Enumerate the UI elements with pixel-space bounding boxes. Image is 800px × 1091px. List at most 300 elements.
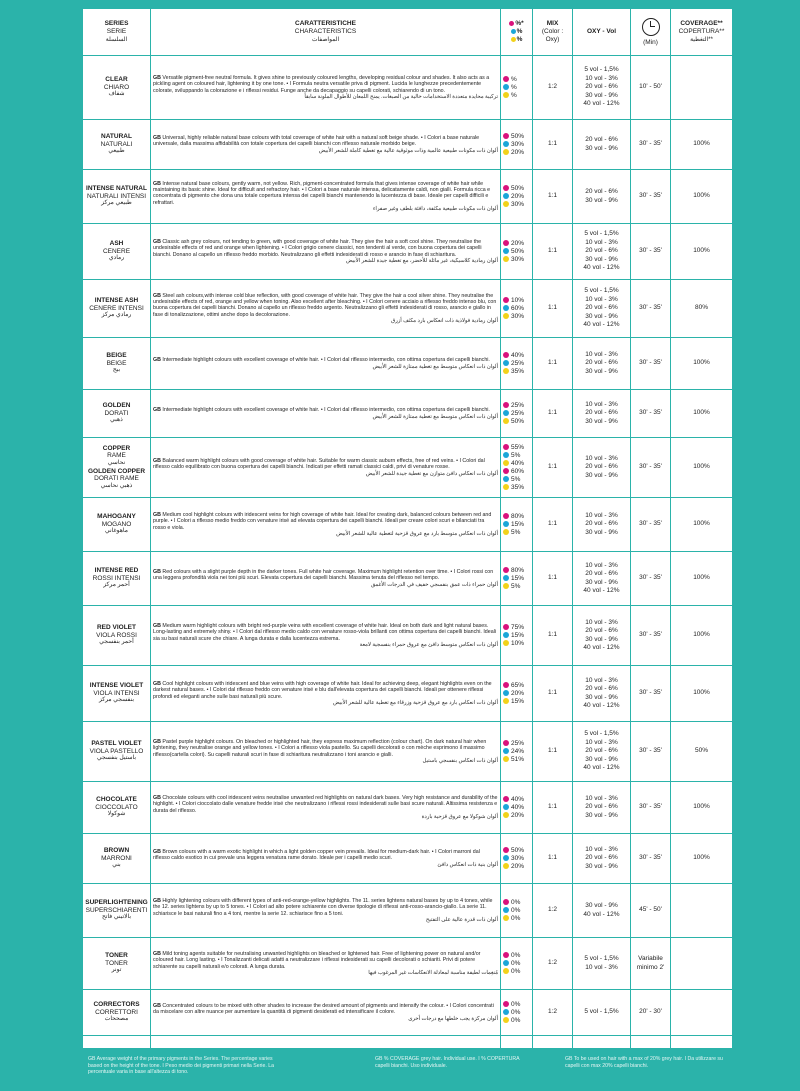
coverage-cell: 100% <box>671 438 733 498</box>
description-cell <box>151 280 501 338</box>
pigment-percent: 20% <box>511 862 525 870</box>
pigment-dot-icon <box>503 360 509 366</box>
series-cell <box>83 498 151 552</box>
time-header: (Min) <box>631 9 671 56</box>
pigment-value <box>503 240 530 248</box>
oxy-value: 40 vol - 12% <box>583 264 620 272</box>
oxy-value: 30 vol - 9% <box>585 578 618 586</box>
gb-marker: GB <box>153 569 163 576</box>
pigment-cell <box>501 552 533 606</box>
pigment-dot-icon <box>503 855 509 861</box>
coverage-header: COVERAGE** COPERTURA** التغطية** <box>671 9 733 56</box>
gb-marker: GB <box>153 680 163 687</box>
cyan-dot-icon <box>511 29 516 34</box>
oxy-value: 10 vol - 3% <box>585 74 618 82</box>
pigment-percent: 0% <box>511 914 521 922</box>
pigment-dot-icon <box>503 899 509 905</box>
pigment-value <box>503 1009 530 1017</box>
pigment-dot-icon <box>503 513 509 519</box>
pigment-value <box>503 740 530 748</box>
pigment-dot-icon <box>503 444 509 450</box>
time-cell: 30' - 35' <box>631 666 671 722</box>
series-name-ar: بيج <box>112 367 121 374</box>
oxy-value: 10 vol - 3% <box>585 454 618 462</box>
pigment-value <box>503 84 530 92</box>
description-text: Intermediate highlight colours with excellent coverage of white hair. • I Colori dal riflesso intermedio, con ottima copertura dei capelli bianchi. <box>162 407 490 414</box>
pigment-percent: 80% <box>511 512 525 520</box>
footnote-grey-hair: GB To be used on hair with a max of 20% grey hair. I Da utilizzare su capelli con max 20% capelli bianchi. <box>565 1056 723 1069</box>
pigment-percent: 75% <box>511 623 525 631</box>
pigment-dot-icon <box>503 92 509 98</box>
pigment-percent: 20% <box>511 148 525 156</box>
series-name-ar: ذهبي <box>110 417 123 424</box>
pigment-value <box>503 915 530 923</box>
pigment-header: %* % % <box>501 9 533 56</box>
pigment-value <box>503 444 530 452</box>
pigment-dot-icon <box>503 804 509 810</box>
oxy-value: 20 vol - 6% <box>585 359 618 367</box>
pigment-value <box>503 863 530 871</box>
oxy-value: 20 vol - 6% <box>585 520 618 528</box>
description-text: Red colours with a slight purple depth in the darker tones. Full white hair coverage. Maximum highlight retention over time. • I Colori rossi con una leggera profondità viola nei toni più scuri. Elevata copertura dei capelli bianchi. Massima tenuta del riflesso nel tempo. <box>153 569 494 582</box>
description-arabic: ألوان ذات انعكاس بارد مع عروق قزحية وزرقاء مع تغطية عالية للشعر الأبيض <box>333 699 498 706</box>
description-cell <box>151 606 501 666</box>
mix-cell: 1:1 <box>533 390 573 438</box>
series-name: BEIGE <box>106 352 127 360</box>
pigment-cell <box>501 338 533 390</box>
coverage-cell <box>671 884 733 938</box>
mix-cell: 1:1 <box>533 722 573 782</box>
series-name-it: VIOLA ROSSI <box>96 631 137 639</box>
description-cell <box>151 834 501 884</box>
time-cell: 45' - 50' <box>631 884 671 938</box>
mix-cell: 1:1 <box>533 834 573 884</box>
pigment-value <box>503 452 530 460</box>
description-text: Versatile pigment-free neutral formula. It gives shine to previously coloured lengths, developing residual colour and shades. It also acts as a pickling agent on coloured hair, lightening it by one tone. • I Formula neutra versatile priva di pigment. Lucida le lunghezze precedentemente colorate, sviluppando la colorazione e i riflessi residui. Funge anche da decapaggio su capelli colorati, schiarendo di un tono. <box>153 74 490 94</box>
pigment-percent: 15% <box>511 520 525 528</box>
description-text: Intermediate highlight colours with excellent coverage of white hair. • I Colori dal riflesso intermedio, con ottima copertura dei capelli bianchi. <box>162 357 490 364</box>
time-cell: 10' - 50' <box>631 56 671 120</box>
mix-cell: 1:1 <box>533 338 573 390</box>
pigment-cell <box>501 390 533 438</box>
series-name-it: RAME <box>107 452 126 460</box>
pigment-dot-icon <box>503 305 509 311</box>
series-name: INTENSE ASH <box>94 297 139 305</box>
clock-icon <box>642 18 660 36</box>
series-name: CORRECTORS <box>93 1001 140 1009</box>
mix-cell: 1:1 <box>533 120 573 170</box>
pigment-value <box>503 92 530 100</box>
table-row <box>83 938 733 990</box>
pigment-percent: 80% <box>511 566 525 574</box>
oxy-value: 30 vol - 9% <box>585 91 618 99</box>
time-cell: 30' - 35' <box>631 552 671 606</box>
oxy-value: 10 vol - 3% <box>585 238 618 246</box>
pigment-percent: % <box>511 91 517 99</box>
series-name-ar: بالاتيني فاتح <box>101 914 132 921</box>
oxy-value: 40 vol - 12% <box>583 321 620 329</box>
pigment-percent: 55% <box>511 443 525 451</box>
series-cell <box>83 390 151 438</box>
oxy-cell <box>573 666 631 722</box>
pigment-value <box>503 804 530 812</box>
pigment-cell <box>501 606 533 666</box>
pigment-percent: 30% <box>511 200 525 208</box>
oxy-cell <box>573 834 631 884</box>
oxy-value: 10 vol - 3% <box>585 350 618 358</box>
oxy-value: 30 vol - 9% <box>585 196 618 204</box>
table-row <box>83 56 733 120</box>
pigment-dot-icon <box>503 847 509 853</box>
coverage-cell: 100% <box>671 552 733 606</box>
series-name-ar: تونر <box>111 967 122 974</box>
pigment-percent: 40% <box>511 803 525 811</box>
oxy-value: 10 vol - 3% <box>585 400 618 408</box>
coverage-cell: 50% <box>671 722 733 782</box>
series-name-ar: شفاف <box>108 91 125 98</box>
table-row <box>83 120 733 170</box>
coverage-cell: 100% <box>671 120 733 170</box>
series-name: NATURAL <box>101 133 132 141</box>
pigment-cell <box>501 990 533 1036</box>
pigment-value <box>503 567 530 575</box>
pigment-dot-icon <box>503 640 509 646</box>
series-header: SERIES SERIE السلسلة <box>83 9 151 56</box>
pigment-cell <box>501 120 533 170</box>
description-cell <box>151 224 501 280</box>
series-cell <box>83 438 151 498</box>
description-cell <box>151 884 501 938</box>
series-name: MAHOGANY <box>97 513 136 521</box>
series-name-it: MOGANO <box>101 520 132 528</box>
series-cell <box>83 170 151 224</box>
pigment-percent: 50% <box>511 417 525 425</box>
coverage-cell: 100% <box>671 390 733 438</box>
pigment-dot-icon <box>503 812 509 818</box>
oxy-value: 20 vol - 6% <box>585 570 618 577</box>
description-arabic: ألوان ذات انعكاس متوسط مع تغطية ممتازة للشعر الأبيض <box>372 363 498 370</box>
oxy-cell <box>573 120 631 170</box>
pigment-value <box>503 1017 530 1025</box>
pigment-value <box>503 899 530 907</box>
pigment-dot-icon <box>503 185 509 191</box>
pigment-dot-icon <box>503 624 509 630</box>
pigment-dot-icon <box>503 248 509 254</box>
pigment-percent: 0% <box>511 951 521 959</box>
time-cell: 30' - 35' <box>631 722 671 782</box>
pigment-percent: 40% <box>511 795 525 803</box>
pigment-dot-icon <box>503 460 509 466</box>
description-text: Steel ash colours,with intense cold blue reflection, with good coverage of white hair. They give the hair a cool silver shine. They neutralise the undesirable effects of red, orange and yellow when toning. Also excellent after bleaching. • I Colori cenere acciaio a riflesso freddo intenso blu, con buona copertura dei capelli bianchi. Donano al capello un riflesso freddo argento. Neutralizzano gli effetti indesiderati di rosso, arancio e giallo in fase di tonalizzazione, ottimi anche dopo la decolorazione. <box>153 292 497 318</box>
pigment-value <box>503 575 530 583</box>
description-arabic: ألوان شوكولا مع عروق قزحية باردة <box>421 813 498 820</box>
pigment-dot-icon <box>503 863 509 869</box>
pigment-dot-icon <box>503 968 509 974</box>
oxy-value: 10 vol - 3% <box>585 295 618 303</box>
series-name: RED VIOLET <box>96 624 136 632</box>
series-name: CHOCOLATE <box>96 796 137 804</box>
mix-cell: 1:1 <box>533 170 573 224</box>
oxy-cell <box>573 552 631 606</box>
oxy-value: 20 vol - 6% <box>585 747 618 755</box>
coverage-cell: 100% <box>671 782 733 834</box>
coverage-cell: 100% <box>671 666 733 722</box>
coverage-cell: 100% <box>671 224 733 280</box>
description-text: Pastel purple highlight colours. On bleached or highlighted hair, they express maximum reflection (colour chart). On dark natural hair when lightening, they neutralise orange and yellow tones. • I Colori a riflesso viola pastello. Su capelli decolorati o con mèche esprimono il massimo riflesso(cartella colori). Su capelli naturali scuri in fase di schiaritura neutralizzano i toni arancio e gialli. <box>153 738 487 758</box>
pigment-dot-icon <box>503 756 509 762</box>
pigment-percent: 0% <box>511 906 521 914</box>
yellow-dot-icon <box>511 37 516 42</box>
pigment-value <box>503 460 530 468</box>
pigment-value <box>503 682 530 690</box>
pigment-value <box>503 185 530 193</box>
pigment-percent: 0% <box>511 1008 521 1016</box>
pigment-percent: 10% <box>511 639 525 647</box>
oxy-value: 5 vol - 1,5% <box>584 1008 619 1016</box>
series-cell <box>83 990 151 1036</box>
series-name-ar: مصححات <box>104 1016 129 1023</box>
table-row <box>83 990 733 1036</box>
pigment-dot-icon <box>503 960 509 966</box>
pigment-dot-icon <box>503 141 509 147</box>
series-cell <box>83 280 151 338</box>
series-name-ar: طبيعي <box>108 148 125 155</box>
oxy-value: 40 vol - 12% <box>583 644 620 651</box>
gb-marker: GB <box>153 950 163 957</box>
oxy-value: 5 vol - 1,5% <box>584 230 619 238</box>
oxy-value: 20 vol - 6% <box>585 685 618 692</box>
oxy-value: 30 vol - 9% <box>585 811 618 819</box>
description-arabic: ألوان ذات انعكاس بنفسجي باستيل <box>422 757 498 764</box>
oxy-cell <box>573 606 631 666</box>
pigment-value <box>503 624 530 632</box>
table-row <box>83 498 733 552</box>
pigment-dot-icon <box>503 76 509 82</box>
pigment-percent: 0% <box>511 959 521 967</box>
pigment-percent: 51% <box>511 755 525 763</box>
pigment-dot-icon <box>503 1017 509 1023</box>
series-cell <box>83 938 151 990</box>
oxy-cell <box>573 390 631 438</box>
mix-cell: 1:1 <box>533 782 573 834</box>
table-row <box>83 722 733 782</box>
series-name: COPPER <box>102 444 131 452</box>
pigment-value <box>503 690 530 698</box>
series-name: SUPERLIGHTENING <box>85 899 148 907</box>
oxy-value: 40 vol - 12% <box>583 100 620 108</box>
pigment-value <box>503 812 530 820</box>
description-cell <box>151 338 501 390</box>
pigment-dot-icon <box>503 84 509 90</box>
oxy-value: 10 vol - 3% <box>585 561 618 569</box>
pigment-percent: 5% <box>511 582 521 590</box>
pigment-dot-icon <box>503 915 509 921</box>
oxy-value: 5 vol - 1,5% <box>584 287 619 295</box>
pigment-dot-icon <box>503 907 509 913</box>
oxy-value: 40 vol - 12% <box>583 910 620 918</box>
gb-marker: GB <box>153 738 163 745</box>
pigment-percent: 40% <box>511 459 525 467</box>
series-cell <box>83 884 151 938</box>
oxy-value: 20 vol - 6% <box>585 854 618 862</box>
series-name-ar: أحمر بنفسجي <box>99 639 134 646</box>
series-name-ar: بني <box>112 862 121 869</box>
pigment-percent: 5% <box>511 528 521 536</box>
pigment-value <box>503 529 530 537</box>
pigment-cell <box>501 834 533 884</box>
time-cell: 30' - 35' <box>631 438 671 498</box>
time-cell: 30' - 35' <box>631 338 671 390</box>
series-name-ar: رمادي <box>108 255 125 262</box>
pigment-percent: 25% <box>511 401 525 409</box>
series-name-ar: طبيعي مركز <box>101 200 132 207</box>
mix-cell: 1:1 <box>533 666 573 722</box>
oxy-cell <box>573 224 631 280</box>
pigment-dot-icon <box>503 256 509 262</box>
oxy-value: 30 vol - 9% <box>585 635 618 643</box>
color-chart-table <box>82 8 732 1048</box>
pigment-value <box>503 513 530 521</box>
oxy-value: 40 vol - 12% <box>583 587 620 594</box>
pigment-dot-icon <box>503 402 509 408</box>
pigment-dot-icon <box>503 352 509 358</box>
series-name-it: NATURALI <box>100 140 133 148</box>
pigment-dot-icon <box>503 484 509 490</box>
description-cell <box>151 1036 501 1049</box>
coverage-cell: 100% <box>671 170 733 224</box>
pigment-value <box>503 402 530 410</box>
pigment-value <box>503 960 530 968</box>
series-cell <box>83 56 151 120</box>
table-row <box>83 666 733 722</box>
series-cell <box>83 120 151 170</box>
oxy-value: 20 vol - 6% <box>585 803 618 811</box>
series-name: CLEAR <box>105 76 128 84</box>
pigment-value <box>503 418 530 426</box>
series-name-it: CENERE <box>102 247 131 255</box>
pigment-dot-icon <box>503 410 509 416</box>
series-name-ar: أحمر مركز <box>103 582 130 589</box>
description-arabic: تركيبة محايدة متعددة الاستخدامات خالية من الصبغات. يمنح اللمعان للأطوال الملونة سابقاً <box>304 93 498 100</box>
pigment-dot-icon <box>503 952 509 958</box>
series-name: BROWN <box>103 847 130 855</box>
pigment-value <box>503 476 530 484</box>
description-text: Highly lightening colours with different types of anti-red-orange-yellow highlights. The 11. series lightens natural bases by up to 4 tones, while the 12. series lightens by up to 5 tones. • I Colori ad alto potere schiarente con diverse tipologie di riflessi anti-rosso-arancio-giallo. La serie 11. schiarisce le basi naturali fino a 4 toni, mentre la serie 12. schiarisce fino a 5 toni. <box>153 897 493 917</box>
pigment-value <box>503 352 530 360</box>
table-row <box>83 390 733 438</box>
color-chart-sheet <box>82 8 732 1048</box>
description-text: Brown colours with a warm exotic highlight in which a light golden copper vein prevails. Ideal for medium-dark hair. • I Colori marroni dal riflesso caldo esotico in cui prevale una leggera venatura rame dorato. Ideale per i capelli medio scuri. <box>153 849 480 862</box>
time-cell: 20' - 30' <box>631 990 671 1036</box>
pigment-value <box>503 632 530 640</box>
characteristics-header: CARATTERISTICHE CHARACTERISTICS المواصفات <box>151 9 501 56</box>
oxy-value: 20 vol - 6% <box>585 83 618 91</box>
description-text: Intense natural base colours, gently warm, not yellow. Rich, pigment-concentrated formula that gives intense coverage of white hair while maintaining its basic shine. Ideal for difficult and refractory hair. • I Colori a base naturale intensa, delicatamente caldi, non gialli. Formula ricca e concentrata di pigmento che dona una totale copertura intensa dei capelli bianchi mantenendo la lucentezza di base. Ideale per capelli difficili e refrattari. <box>153 180 491 206</box>
description-cell <box>151 938 501 990</box>
pigment-value <box>503 847 530 855</box>
series-cell <box>83 1036 151 1049</box>
pigment-value <box>503 141 530 149</box>
description-cell <box>151 390 501 438</box>
pigment-cell <box>501 666 533 722</box>
table-row <box>83 834 733 884</box>
mix-cell: 1:2 <box>533 56 573 120</box>
pigment-value <box>503 698 530 706</box>
footnote-pigments: GB Average weight of the primary pigments in the Series. The percentage varies based on the height of the tone. I Peso medio dei pigmenti primari nella Serie. La percentuale varia in base all'altezza di tono. <box>88 1056 275 1076</box>
time-cell: Variabile minimo 2' <box>631 938 671 990</box>
pigment-value <box>503 468 530 476</box>
description-cell <box>151 782 501 834</box>
pigment-dot-icon <box>503 1009 509 1015</box>
gb-marker: GB <box>153 622 163 629</box>
pigment-value <box>503 968 530 976</box>
time-cell: 30' - 35' <box>631 280 671 338</box>
pigment-value <box>503 521 530 529</box>
pigment-value <box>503 855 530 863</box>
pigment-value <box>503 76 530 84</box>
gb-marker: GB <box>153 794 163 801</box>
description-cell <box>151 438 501 498</box>
pigment-dot-icon <box>503 240 509 246</box>
series-name-it: CENERE INTENSI <box>89 304 144 312</box>
oxy-value: 30 vol - 9% <box>585 417 618 425</box>
pigment-percent: 25% <box>511 409 525 417</box>
pigment-value <box>503 149 530 157</box>
oxy-cell <box>573 438 631 498</box>
oxy-value: 20 vol - 6% <box>585 247 618 255</box>
mix-cell: 1:1 <box>533 552 573 606</box>
mix-header: MIX (Color : Oxy) <box>533 9 573 56</box>
coverage-cell: 100% <box>671 606 733 666</box>
pigment-dot-icon <box>503 690 509 696</box>
pigment-value <box>503 193 530 201</box>
oxy-value: 30 vol - 9% <box>585 367 618 375</box>
description-cell <box>151 170 501 224</box>
pigment-value <box>503 256 530 264</box>
coverage-cell <box>671 56 733 120</box>
pigment-percent: 15% <box>511 631 525 639</box>
time-cell: 30' - 35' <box>631 782 671 834</box>
pigment-percent: 15% <box>511 574 525 582</box>
pigment-percent: 50% <box>511 846 525 854</box>
pigment-dot-icon <box>503 529 509 535</box>
series-name-it: ROSSI INTENSI <box>92 574 141 582</box>
oxy-value: 30 vol - 9% <box>585 755 618 763</box>
pigment-percent: 30% <box>511 255 525 263</box>
gb-marker: GB <box>153 849 163 856</box>
pigment-percent: 0% <box>511 1016 521 1024</box>
pigment-percent: 30% <box>511 854 525 862</box>
oxy-cell <box>573 782 631 834</box>
mix-cell: 1:1 <box>533 438 573 498</box>
coverage-cell: 100% <box>671 498 733 552</box>
series-name-it: DORATI <box>104 409 129 417</box>
series-name-it: BEIGE <box>106 359 127 367</box>
time-cell: 30' - 35' <box>631 498 671 552</box>
oxy-value: 30 vol - 9% <box>585 693 618 701</box>
coverage-cell: 100% <box>671 834 733 884</box>
description-arabic: ألوان ذات انعكاس متوسط بارد مع عروق قزحية لتغطية عالية للشعر الأبيض <box>336 530 498 537</box>
description-cell <box>151 120 501 170</box>
pigment-value <box>503 368 530 376</box>
mix-cell: 1:1 <box>533 498 573 552</box>
pigment-dot-icon <box>503 521 509 527</box>
oxy-value: 20 vol - 6% <box>585 627 618 634</box>
series-name-ar: بنفسجي مركز <box>98 697 135 704</box>
oxy-value: 5 vol - 1,5% <box>584 730 619 738</box>
pigment-dot-icon <box>503 632 509 638</box>
description-arabic: ألوان مركزة يجب خلطها مع درجات أخرى <box>408 1015 498 1022</box>
